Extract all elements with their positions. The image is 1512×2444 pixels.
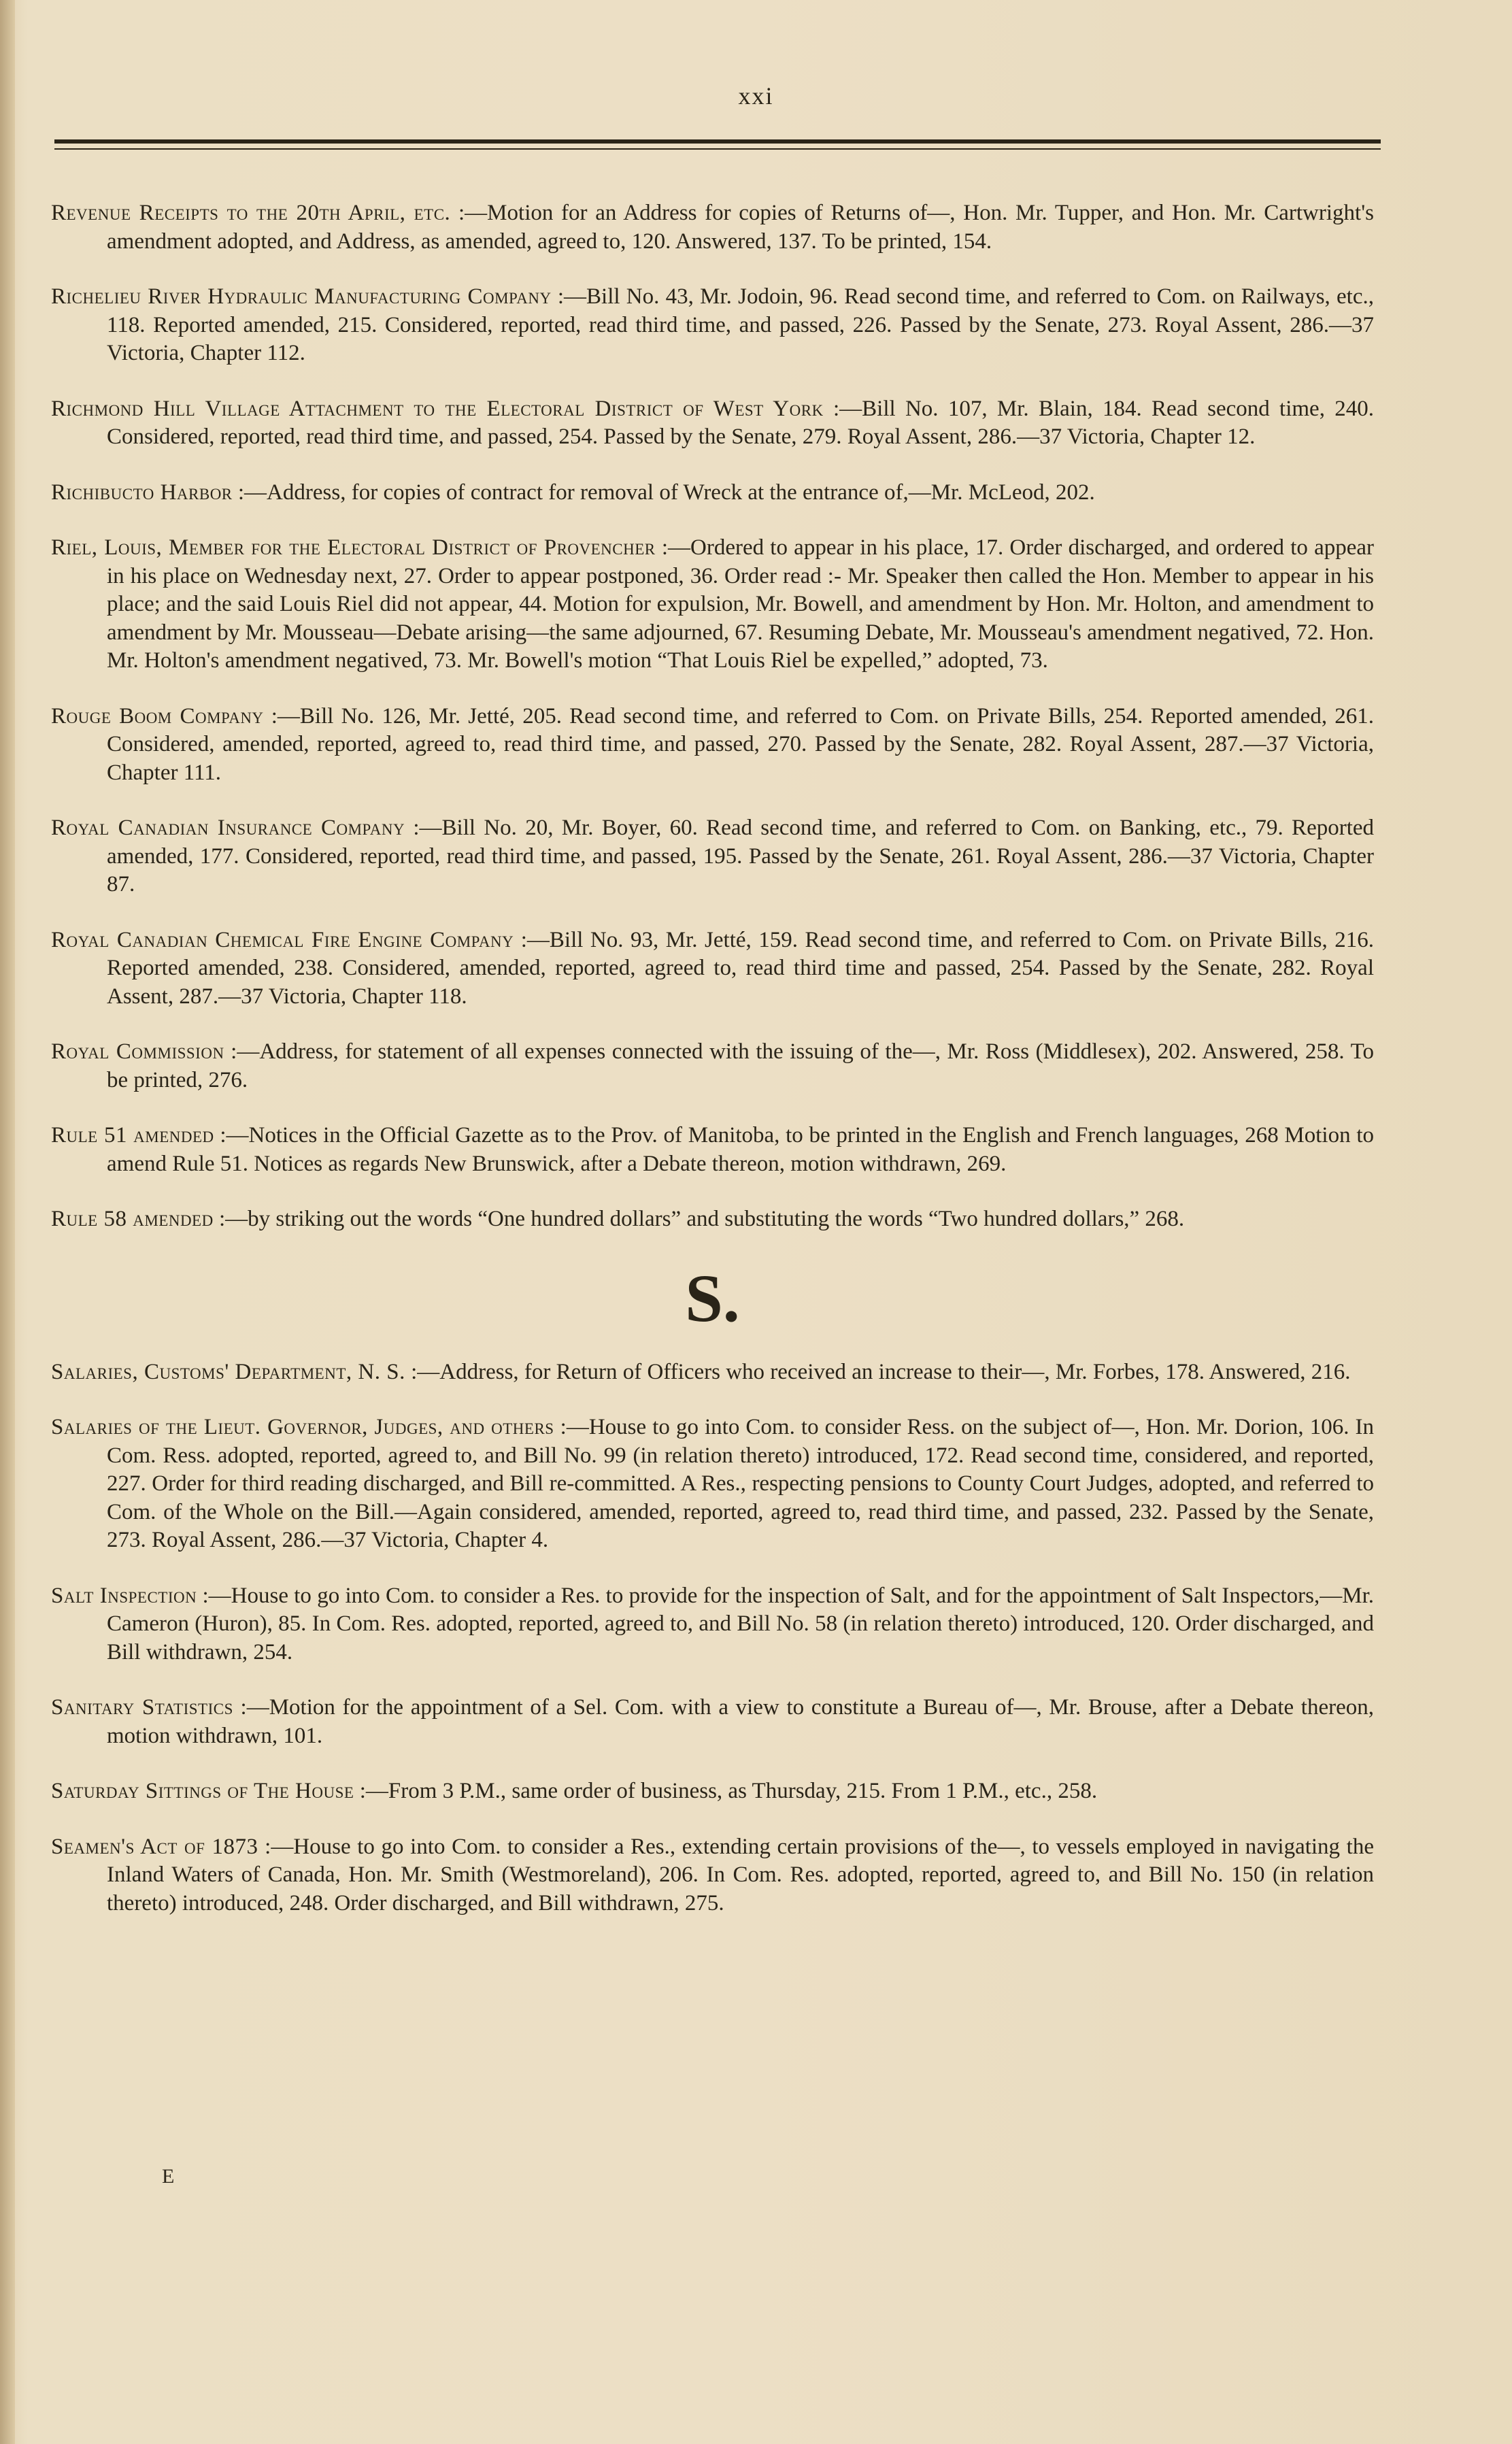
- entry-text: :—Address, for statement of all expenses connected with the issuing of the—, Mr. Ross (Middlesex), 202. Answered, 258. To be printed, 276.: [107, 1039, 1375, 1092]
- entry-text: :—Bill No. 107, Mr. Blain, 184. Read second time, 240. Considered, reported, read third time, and passed, 254. Passed by the Senate, 279. Royal Assent, 286.—37 Victoria, Chapter 12.: [107, 396, 1375, 449]
- index-entry: [51, 1205, 1374, 1234]
- index-entry: [51, 1413, 1374, 1555]
- entry-heading: Revenue Receipts to the 20th April, etc.: [51, 201, 451, 225]
- index-entry: [51, 1038, 1374, 1094]
- entries-r-section: [51, 199, 1374, 1234]
- entry-text: :—Bill No. 43, Mr. Jodoin, 96. Read second time, and referred to Com. on Railways, etc., 118. Reported amended, 215. Considered, reported, read third time, and passed, 226. Passed by the Senate, 273. Royal Assent, 286.—37 Victoria, Chapter 112.: [107, 284, 1375, 365]
- header-rule-thin: [54, 148, 1381, 150]
- page-number: xxi: [738, 82, 774, 110]
- entry-text: :—Address, for copies of contract for removal of Wreck at the entrance of,—Mr. McLeod, 202.: [237, 480, 1095, 505]
- header-rule-thick: [54, 139, 1381, 144]
- entry-heading: Salaries of the Lieut. Governor, Judges, and others: [51, 1415, 554, 1439]
- entry-text: :—House to go into Com. to consider a Res., extending certain provisions of the—, to vessels employed in navigating the Inland Waters of Canada, Hon. Mr. Smith (Westmoreland), 206. In Com. Res. adopted, reported, agreed to, and Bill No. 150 (in relation thereto) introduced, 248. Order discharged, and Bill withdrawn, 275.: [107, 1834, 1374, 1915]
- footer-signature-mark: E: [162, 2165, 175, 2188]
- index-entry: [51, 283, 1374, 368]
- entry-heading: Royal Canadian Chemical Fire Engine Company: [51, 927, 514, 952]
- entry-heading: Rule 51 amended: [51, 1123, 214, 1148]
- entry-heading: Royal Canadian Insurance Company: [51, 816, 405, 840]
- entry-text: :—House to go into Com. to consider a Res. to provide for the inspection of Salt, and for the appointment of Salt Inspectors,—Mr. Cameron (Huron), 85. In Com. Res. adopted, reported, agreed to, and Bill No. 58 (in relation thereto) introduced, 120. Order discharged, and Bill withdrawn, 254.: [107, 1583, 1375, 1664]
- entry-heading: Saturday Sittings of The House: [51, 1779, 354, 1803]
- section-letter-heading: S.: [685, 1260, 740, 1336]
- entry-heading: Rule 58 amended: [51, 1207, 214, 1231]
- index-entry: [51, 1122, 1374, 1178]
- entry-text: :—Motion for the appointment of a Sel. Com. with a view to constitute a Bureau of—, Mr. Brouse, after a Debate thereon, motion withdrawn, 101.: [107, 1695, 1375, 1748]
- book-spine-shadow: [0, 0, 15, 2444]
- entry-text: :—From 3 P.M., same order of business, as Thursday, 215. From 1 P.M., etc., 258.: [359, 1779, 1098, 1803]
- entry-heading: Richibucto Harbor: [51, 480, 233, 505]
- header-double-rule: [54, 139, 1381, 156]
- index-entry: [51, 479, 1374, 507]
- entries-s-section: [51, 1358, 1374, 1918]
- index-entry: [51, 1694, 1374, 1750]
- entry-heading: Seamen's Act of 1873: [51, 1834, 258, 1859]
- entry-heading: Salaries, Customs' Department, N. S.: [51, 1359, 405, 1384]
- entry-text: :—House to go into Com. to consider Ress. on the subject of—, Hon. Mr. Dorion, 106. In Com. Ress. adopted, reported, agreed to, and Bill No. 99 (in relation thereto) introduced, 172. Read second time, considered, and reported, 227. Order for third reading discharged, and Bill re-committed. A Res., respecting pensions to County Court Judges, adopted, and referred to Com. of the Whole on the Bill.—Again considered, amended, reported, agreed to, read third time, and passed, 232. Passed by the Senate, 273. Royal Assent, 286.—37 Victoria, Chapter 4.: [107, 1415, 1375, 1552]
- index-entry: [51, 395, 1374, 452]
- index-entry: [51, 926, 1374, 1011]
- index-entry: [51, 199, 1374, 256]
- index-entry: [51, 1833, 1374, 1918]
- entry-heading: Richelieu River Hydraulic Manufacturing Company: [51, 284, 552, 309]
- entry-text: :—Motion for an Address for copies of Returns of—, Hon. Mr. Tupper, and Hon. Mr. Cartwright's amendment adopted, and Address, as amended, agreed to, 120. Answered, 137. To be printed, 154.: [107, 201, 1374, 254]
- index-content: [51, 177, 1374, 1945]
- entry-heading: Riel, Louis, Member for the Electoral District of Provencher: [51, 535, 656, 560]
- entry-text: :—Bill No. 126, Mr. Jetté, 205. Read second time, and referred to Com. on Private Bills, 254. Reported amended, 261. Considered, amended, reported, agreed to, read third time, and passed, 270. Passed by the Senate, 282. Royal Assent, 287.—37 Victoria, Chapter 111.: [107, 703, 1375, 785]
- entry-text: :—Ordered to appear in his place, 17. Order discharged, and ordered to appear in his place on Wednesday next, 27. Order to appear postponed, 36. Order read :- Mr. Speaker then called the Hon. Member to appear in his place; and the said Louis Riel did not appear, 44. Motion for expulsion, Mr. Bowell, and amendment by Hon. Mr. Holton, and amendment to amendment by Mr. Mousseau—Debate arising—the same adjourned, 67. Resuming Debate, Mr. Mousseau's amendment negatived, 72. Hon. Mr. Holton's amendment negatived, 73. Mr. Bowell's motion “That Louis Riel be expelled,” adopted, 73.: [107, 535, 1374, 673]
- entry-heading: Royal Commission: [51, 1039, 224, 1064]
- entry-text: :—Bill No. 20, Mr. Boyer, 60. Read second time, and referred to Com. on Banking, etc., 79. Reported amended, 177. Considered, reported, read third time, and passed, 195. Passed by the Senate, 261. Royal Assent, 286.—37 Victoria, Chapter 87.: [107, 816, 1375, 897]
- entry-heading: Richmond Hill Village Attachment to the Electoral District of West York: [51, 396, 824, 421]
- index-entry: [51, 534, 1374, 675]
- entry-heading: Sanitary Statistics: [51, 1695, 233, 1720]
- entry-text: :—by striking out the words “One hundred dollars” and substituting the words “Two hundred dollars,” 268.: [218, 1207, 1185, 1231]
- index-entry: [51, 1582, 1374, 1667]
- index-entry: [51, 1358, 1374, 1387]
- entry-text: :—Notices in the Official Gazette as to the Prov. of Manitoba, to be printed in the English and French languages, 268 Motion to amend Rule 51. Notices as regards New Brunswick, after a Debate thereon, motion withdrawn, 269.: [107, 1123, 1374, 1176]
- entry-text: :—Address, for Return of Officers who received an increase to their—, Mr. Forbes, 178. Answered, 216.: [411, 1359, 1351, 1384]
- index-entry: [51, 814, 1374, 899]
- entry-text: :—Bill No. 93, Mr. Jetté, 159. Read second time, and referred to Com. on Private Bills, 216. Reported amended, 238. Considered, amended, reported, agreed to, read third time and passed, 254. Passed by the Senate, 282. Royal Assent, 287.—37 Victoria, Chapter 118.: [107, 927, 1374, 1009]
- entry-heading: Rouge Boom Company: [51, 703, 264, 729]
- index-entry: [51, 703, 1374, 788]
- entry-heading: Salt Inspection: [51, 1583, 197, 1608]
- index-entry: [51, 1777, 1374, 1806]
